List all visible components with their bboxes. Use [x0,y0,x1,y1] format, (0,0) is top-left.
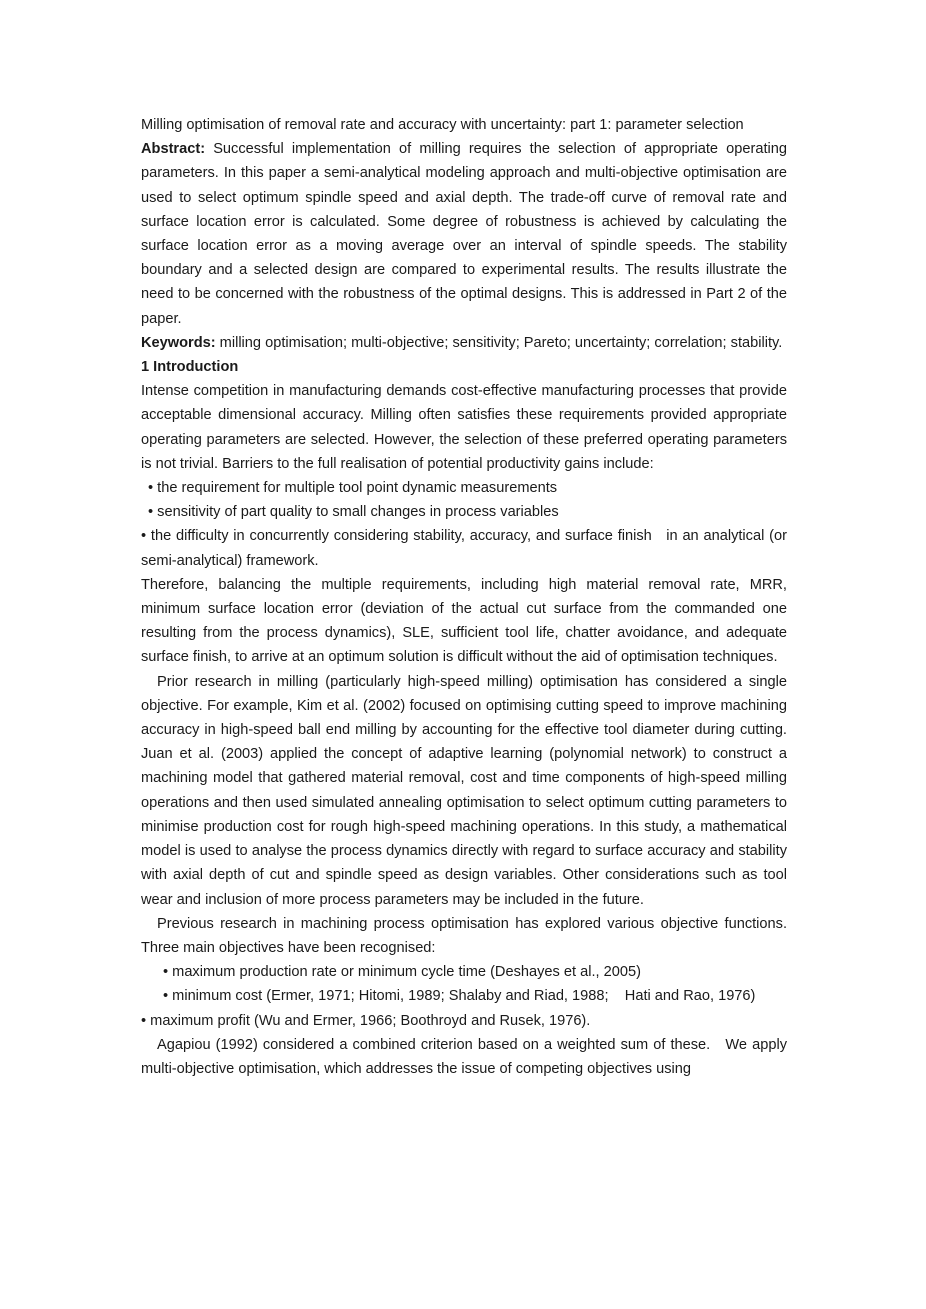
bullet-item: • minimum cost (Ermer, 1971; Hitomi, 1989; Shalaby and Riad, 1988; Hati and Rao, 1976) [163,988,756,1005]
section-heading-introduction: 1 Introduction [141,359,239,376]
intro-paragraph-3: Prior research in milling (particularly high-speed milling) optimisation has considered a single objective. For example, Kim et al. (2002) focused on optimising cutting speed to improve machining accuracy in high-speed ball end milling by accounting for the effective tool diameter during cutting. Juan et al. (2003) applied the concept of adaptive learning (polynomial network) to construct a machining model that gathered material removal, cost and time components of high-speed milling operations and then used simulated annealing optimisation to select optimum cutting parameters to minimise production cost for rough high-speed machining operations. In this study, a mathematical model is used to analyse the process dynamics directly with regard to surface accuracy and stability with axial depth of cut and spindle speed as design variables. Other considerations such as tool wear and inclusion of more process parameters may be included in the future. [141,673,787,908]
intro-paragraph-1: Intense competition in manufacturing demands cost-effective manufacturing processes that provide acceptable dimensional accuracy. Milling often satisfies these requirements provided appropriate operating parameters are selected. However, the selection of these preferred operating parameters is not trivial. Barriers to the full realisation of potential productivity gains include: [141,383,787,472]
abstract-label: Abstract: [141,141,206,158]
intro-paragraph-4: Previous research in machining process optimisation has explored various objective functions. Three main objectives have been recognised: [141,915,787,956]
bullet-item: • maximum profit (Wu and Ermer, 1966; Boothroyd and Rusek, 1976). [141,1012,591,1029]
keywords-label: Keywords: [141,334,216,351]
intro-paragraph-2: Therefore, balancing the multiple requirements, including high material removal rate, MRR, minimum surface location error (deviation of the actual cut surface from the commanded one resulting from the process dynamics), SLE, sufficient tool life, chatter avoidance, and adequate surface finish, to arrive at an optimum solution is difficult without the aid of optimisation techniques. [141,576,787,666]
bullet-item: • the difficulty in concurrently considering stability, accuracy, and surface finish in an analytical (or semi-analytical) framework. [141,528,792,569]
keywords-paragraph [141,331,787,355]
bullet-item: • the requirement for multiple tool point dynamic measurements [148,480,558,497]
paper-title: Milling optimisation of removal rate and accuracy with uncertainty: part 1: parameter selection [141,117,744,133]
abstract-text: Successful implementation of milling requires the selection of appropriate operating parameters. In this paper a semi-analytical modeling approach and multi-objective optimisation are used to select optimum spindle speed and axial depth. The trade-off curve of removal rate and surface location error is calculated. Some degree of robustness is achieved by calculating the surface location error as a moving average over an interval of spindle speeds. The stability boundary and a selected design are compared to experimental results. The results illustrate the need to be concerned with the robustness of the optimal designs. This is addressed in Part 2 of the paper. [141,141,787,327]
bullet-item: • maximum production rate or minimum cycle time (Deshayes et al., 2005) [163,964,641,981]
abstract-paragraph [141,137,787,331]
intro-paragraph-5: Agapiou (1992) considered a combined criterion based on a weighted sum of these. We apply multi-objective optimisation, which addresses the issue of competing objectives using [141,1036,792,1077]
bullet-item: • sensitivity of part quality to small changes in process variables [148,504,559,521]
keywords-text: milling optimisation; multi-objective; sensitivity; Pareto; uncertainty; correlation; stability. [219,334,783,351]
paper-page [141,113,792,1081]
